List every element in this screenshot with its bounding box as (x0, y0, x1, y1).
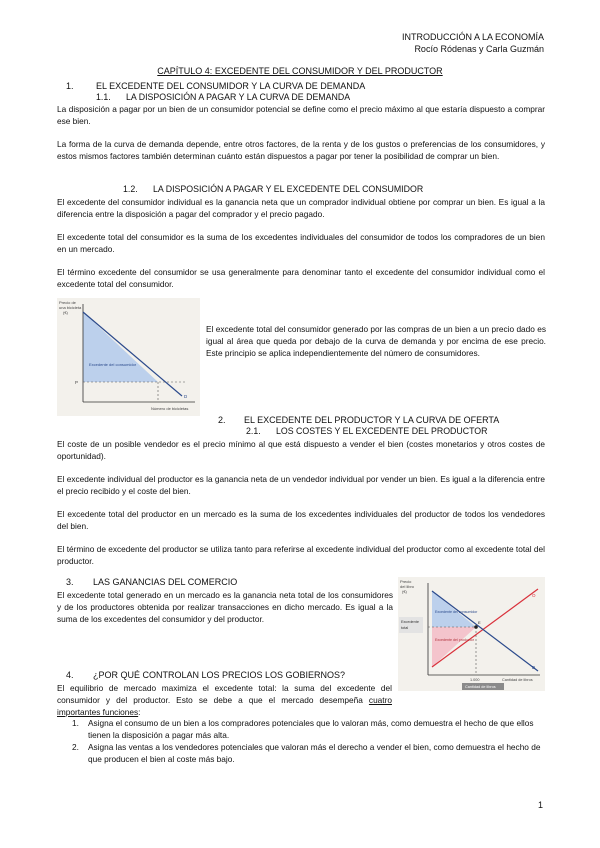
paragraph-individual-consumer-surplus: El excedente del consumidor individual es la ganancia neta que un comprador individual obtiene por comprar un bien. Es igual a la diferencia entre la disposición a pagar del comprador y el precio pagado. (57, 197, 545, 219)
paragraph-total-surplus: El excedente total generado en un mercado es la ganancia neta total de los consumidores y de los productores obtenida por realizar transacciones en dicho mercado. Es igual a la suma de los excedentes del consumidor y del productor. (57, 590, 393, 624)
section-1-2-heading (123, 184, 423, 195)
section-2-1-title: LOS COSTES Y EL EXCEDENTE DEL PRODUCTOR (276, 426, 488, 436)
x-axis-label: Número de bicicletas (151, 406, 189, 411)
section-1-2-title: LA DISPOSICIÓN A PAGAR Y EL EXCEDENTE DEL CONSUMIDOR (153, 184, 424, 194)
price-label: P (75, 380, 79, 385)
supply-curve-label: O (532, 593, 536, 598)
figure-caption: Cantidad de libros (465, 685, 496, 689)
consumer-surplus-area (83, 312, 158, 382)
y-axis-label-1: Precio de (59, 300, 76, 305)
section-1-1-number: 1.1. (96, 92, 111, 102)
paragraph-willingness-to-pay: La disposición a pagar por un bien de un consumidor potencial se define como el precio máximo al que estaría dispuesto a comprar ese bien. (57, 104, 545, 126)
section-2-1-heading (246, 426, 488, 437)
section-2-1-number: 2.1. (246, 426, 261, 436)
paragraph-demand-shape: La forma de la curva de demanda depende, entre otros factores, de la renta y de los gustos o preferencias de los consumidores, y estos mismos factores también determinan cuánto están dispuestos a pagar por tener la posibilidad de comprar un bien. (57, 139, 545, 161)
paragraph-market-functions (57, 682, 392, 718)
header-course: INTRODUCCIÓN A LA ECONOMÍA (401, 32, 544, 42)
section-3-heading (66, 577, 237, 588)
paragraph-area-principle: El excedente total del consumidor generado por las compras de un bien a un precio dado es igual al área que queda por debajo de la curva de demanda y por encima de ese precio. Este principio se aplica independientemente del número de consumidores. (206, 324, 546, 358)
list-item (72, 717, 548, 741)
paragraph-producer-surplus-term: El término de excedente del productor se utiliza tanto para referirse al excedente individual del productor como al excedente total del productor. (57, 544, 545, 566)
list-item-text: Asigna el consumo de un bien a los compradores potenciales que lo valoran más, como demuestra el hecho de que ellos tienen la disposición a pagar más alta. (88, 718, 534, 740)
section-3-number: 3. (66, 577, 74, 587)
section-2-number: 2. (218, 415, 226, 425)
market-functions-text: El equilibrio de mercado maximiza el excedente total: la suma del excedente del consumidor y del productor. Esto se debe a que el mercado desempeña (57, 683, 392, 705)
producer-surplus-label: Excedente del productor (435, 638, 474, 642)
quantity-tick-label: 1.000 (470, 678, 480, 682)
consumer-surplus-chart (57, 298, 200, 416)
y-axis-label-3: (€) (402, 589, 407, 594)
paragraph-seller-cost: El coste de un posible vendedor es el precio mínimo al que está dispuesto a vender el bien (costes monetarios y otros costes de oportunidad). (57, 439, 545, 461)
section-2-title: EL EXCEDENTE DEL PRODUCTOR Y LA CURVA DE OFERTA (244, 415, 500, 425)
total-surplus-figure (398, 577, 545, 691)
section-3-title: LAS GANANCIAS DEL COMERCIO (93, 577, 238, 587)
section-1-1-heading (96, 92, 350, 103)
list-item-text: Asigna las ventas a los vendedores potenciales que valoran más el derecho a vender el bien, como demuestra el hecho de que producen el bien al coste más bajo. (88, 742, 541, 764)
x-axis-label: Cantidad de libros (502, 678, 533, 682)
list-item (72, 741, 548, 765)
y-axis-label-2: una bicicleta (59, 305, 82, 310)
total-surplus-chart (398, 577, 545, 691)
header-authors: Rocío Ródenas y Carla Guzmán (414, 44, 544, 54)
market-functions-underlined: cuatro importantes funciones (57, 695, 392, 717)
y-axis-label-1: Precio (400, 579, 412, 584)
total-surplus-label-2: total (401, 626, 409, 630)
total-surplus-label-1: Excedente (401, 620, 419, 624)
paragraph-total-producer-surplus: El excedente total del productor en un mercado es la suma de los excedentes individuales del productor de todos los vendedores del bien. (57, 509, 545, 531)
section-4-heading (66, 670, 345, 681)
market-functions-colon: : (138, 707, 141, 717)
section-1-title: EL EXCEDENTE DEL CONSUMIDOR Y LA CURVA DE DEMANDA (96, 81, 366, 91)
section-1-1-title: LA DISPOSICIÓN A PAGAR Y LA CURVA DE DEMANDA (126, 92, 351, 102)
y-axis-label-2: del libro (400, 584, 415, 589)
chapter-title: CAPÍTULO 4: EXCEDENTE DEL CONSUMIDOR Y DEL PRODUCTOR (157, 66, 443, 76)
y-axis-label-3: (€) (63, 310, 68, 315)
paragraph-total-consumer-surplus: El excedente total del consumidor es la suma de los excedentes individuales del consumidor de todos los compradores de un bien en un mercado. (57, 232, 545, 254)
paragraph-consumer-surplus-term: El término excedente del consumidor se usa generalmente para denominar tanto el excedente del consumidor individual como el excedente total del consumidor. (57, 267, 545, 289)
page-number: 1 (537, 800, 543, 810)
demand-curve-label: D (532, 665, 536, 670)
section-4-number: 4. (66, 670, 74, 680)
list-item-number: 1. (72, 718, 79, 728)
section-4-title: ¿POR QUÉ CONTROLAN LOS PRECIOS LOS GOBIERNOS? (93, 670, 346, 680)
equilibrium-label: E (478, 620, 481, 625)
producer-surplus-area (432, 627, 476, 667)
consumer-surplus-label: Excedente del consumidor (435, 610, 478, 614)
demand-curve-label: D (184, 394, 188, 399)
section-1-number: 1. (66, 81, 74, 91)
list-item-number: 2. (72, 742, 79, 752)
section-1-2-number: 1.2. (123, 184, 138, 194)
consumer-surplus-figure (57, 298, 200, 416)
consumer-surplus-label: Excedente del consumidor (89, 362, 137, 367)
equilibrium-point (474, 625, 478, 629)
paragraph-individual-producer-surplus: El excedente individual del productor es la ganancia neta de un vendedor individual por vender un bien. Es igual a la diferencia entre el precio recibido y el coste del bien. (57, 474, 545, 496)
section-1-heading (66, 81, 365, 92)
section-2-heading (218, 415, 499, 426)
